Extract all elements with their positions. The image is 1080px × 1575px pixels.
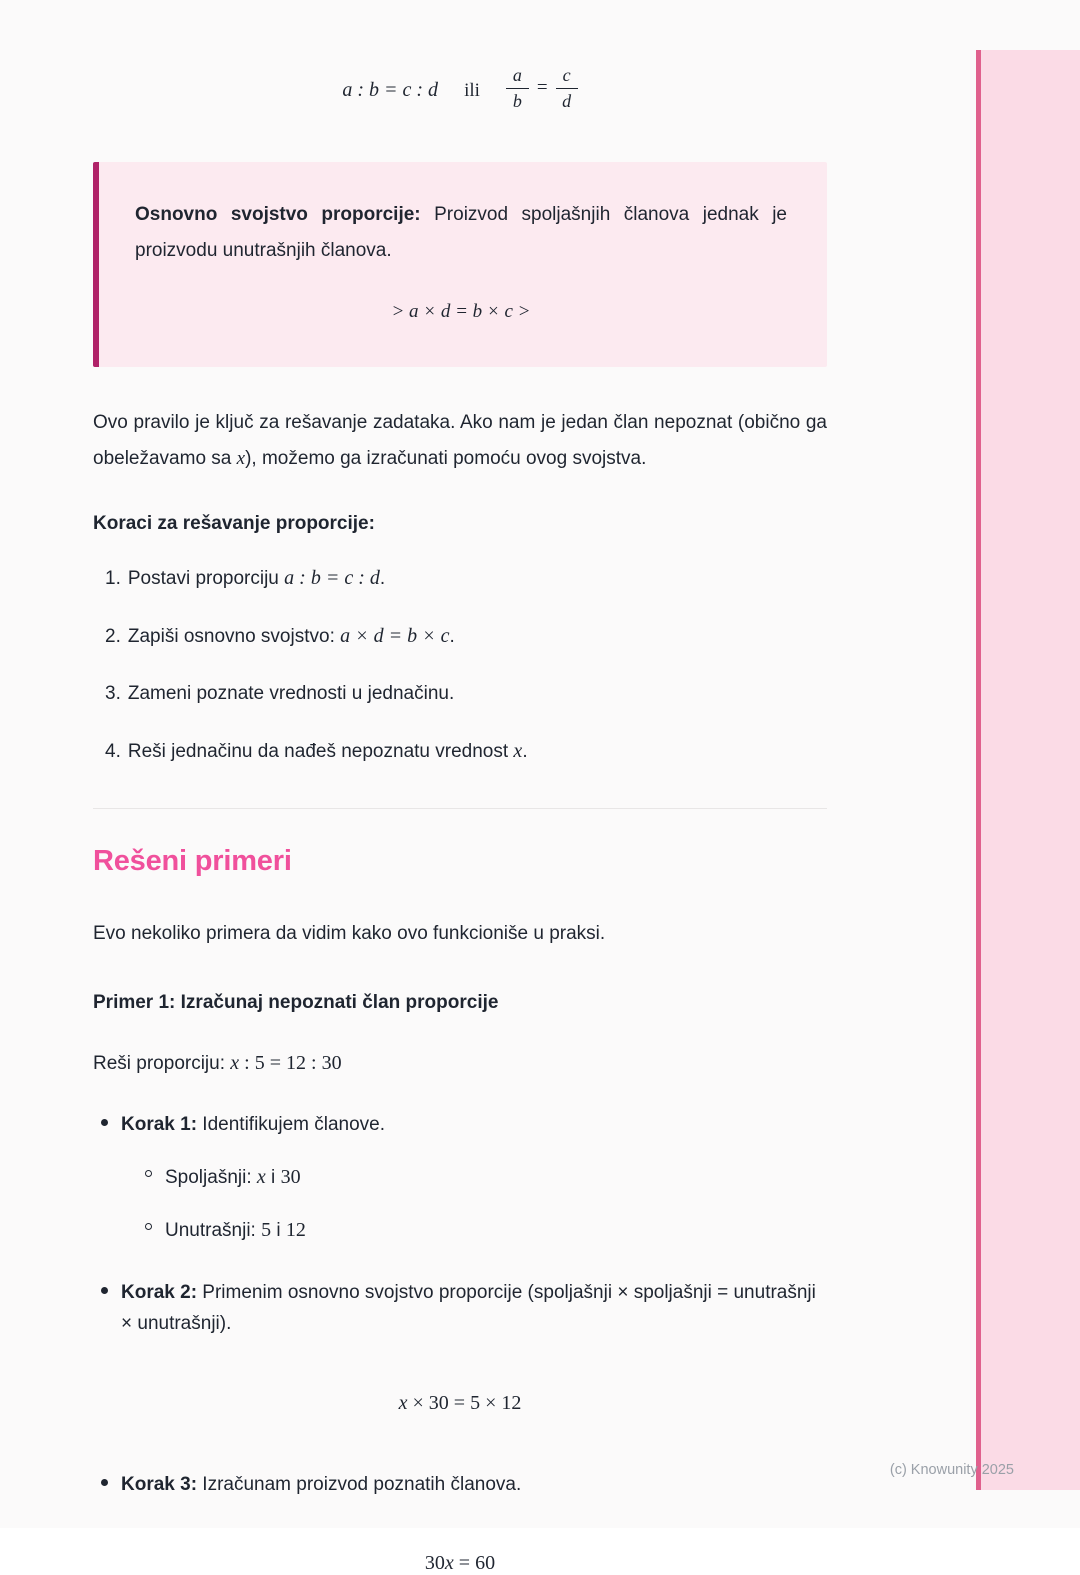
bullet-icon xyxy=(101,1119,108,1126)
sub2-mid: i xyxy=(271,1219,286,1241)
steps-heading: Koraci za rešavanje proporcije: xyxy=(93,513,375,535)
callout-text xyxy=(135,197,787,269)
sub1-var: x xyxy=(256,1165,266,1188)
steps-list xyxy=(93,563,827,766)
page-edge-strip xyxy=(976,50,1080,1490)
step-number: 2. xyxy=(105,625,121,647)
fraction-c-d xyxy=(556,65,578,111)
korak3-label: Korak 3: xyxy=(121,1473,198,1495)
step-number: 3. xyxy=(105,683,121,705)
document-content xyxy=(93,0,827,1575)
callout-title: Osnovno svojstvo proporcije: xyxy=(135,204,421,225)
korak3-item xyxy=(93,1469,827,1500)
korak2-text: Primenim osnovno svojstvo proporcije (spoljašnji × spoljašnji = unutrašnji × unutrašnji). xyxy=(121,1281,816,1335)
korak1-body xyxy=(121,1109,827,1246)
eq1-rest: × 30 = 5 × 12 xyxy=(407,1391,522,1414)
sub2-pre: Unutrašnji: xyxy=(165,1219,262,1241)
korak1-sub1 xyxy=(121,1161,827,1194)
step-text-post: . xyxy=(449,625,455,647)
korak1-sub1-text xyxy=(165,1161,301,1194)
step-math: a × d = b × c xyxy=(340,624,450,647)
sub-bullet-icon xyxy=(145,1170,152,1177)
step-item-1 xyxy=(105,563,827,594)
proportion-formula xyxy=(93,64,827,116)
footer-credit: (c) Knowunity 2025 xyxy=(889,1462,1014,1478)
eq2-rest: = 60 xyxy=(453,1551,496,1574)
fraction-denominator: b xyxy=(512,90,522,111)
step-math: a : b = c : d xyxy=(284,567,380,590)
eq2-num: 30 xyxy=(424,1551,445,1574)
section-divider xyxy=(93,808,827,809)
eq1-var: x xyxy=(398,1391,408,1414)
step-text-post: . xyxy=(522,740,528,762)
bullet-icon xyxy=(101,1287,108,1294)
primer1-task xyxy=(93,1052,827,1075)
step-math: x xyxy=(513,739,523,762)
korak1-sub2 xyxy=(121,1214,827,1247)
korak3-text: Izračunam proizvod poznatih članova. xyxy=(197,1473,522,1495)
korak1-text: Identifikujem članove. xyxy=(197,1114,386,1136)
step-number: 1. xyxy=(105,568,121,590)
equation-30x-60 xyxy=(93,1552,827,1575)
fraction-denominator: d xyxy=(562,90,572,111)
step-item-3 xyxy=(105,678,827,709)
equation-x30-512 xyxy=(93,1392,827,1415)
intro-text-1: Ovo pravilo je ključ za rešavanje zadataka. Ako nam je jedan član nepoznat (obično ga obeležavamo sa xyxy=(93,412,827,470)
task-text: Reši proporciju: xyxy=(93,1053,231,1075)
korak1-sub2-text xyxy=(165,1214,306,1247)
sub1-num: 30 xyxy=(280,1165,301,1188)
task-var: x xyxy=(230,1052,240,1075)
korak1-item xyxy=(93,1109,827,1246)
sub1-pre: Spoljašnji: xyxy=(165,1166,257,1188)
section-title-reseni-primeri: Rešeni primeri xyxy=(93,845,292,878)
sub2-num2: 12 xyxy=(285,1218,306,1241)
step-item-2 xyxy=(105,621,827,652)
fraction-numerator: c xyxy=(556,65,578,89)
korak2-body xyxy=(121,1277,827,1340)
korak1-label: Korak 1: xyxy=(121,1114,198,1136)
bullet-icon xyxy=(101,1479,108,1486)
callout-formula: > a × d = b × c > xyxy=(391,301,531,323)
callout-body: Proizvod spoljašnjih članova jednak je proizvodu unutrašnjih članova. xyxy=(135,204,787,262)
formula-connector: ili xyxy=(464,80,480,101)
proportion-expression: a : b = c : d xyxy=(342,79,439,101)
fraction-a-b xyxy=(506,65,529,111)
korak2-label: Korak 2: xyxy=(121,1281,198,1303)
step-number: 4. xyxy=(105,740,121,762)
step-text-pre: Zapiši osnovno svojstvo: xyxy=(127,625,341,647)
intro-text-2: ), možemo ga izračunati pomoću ovog svojstva. xyxy=(245,448,647,470)
korak3-body xyxy=(121,1469,827,1500)
intro-paragraph xyxy=(93,405,827,477)
step-text-post: . xyxy=(379,568,386,590)
task-expression: : 5 = 12 : 30 xyxy=(239,1052,342,1075)
korak2-item xyxy=(93,1277,827,1340)
examples-intro: Evo nekoliko primera da vidim kako ovo funkcioniše u praksi. xyxy=(93,923,606,945)
intro-math-x: x xyxy=(236,448,246,470)
step-item-4 xyxy=(105,736,827,767)
sub2-num1: 5 xyxy=(261,1218,272,1241)
step-text-pre: Reši jednačinu da nađeš nepoznatu vrednost xyxy=(127,740,514,762)
sub-bullet-icon xyxy=(145,1223,152,1230)
sub1-mid: i xyxy=(265,1166,281,1188)
fraction-numerator: a xyxy=(506,65,529,89)
callout-osnovno-svojstvo xyxy=(93,162,827,367)
eq2-var: x xyxy=(444,1551,454,1574)
primer1-title: Primer 1: Izračunaj nepoznati član proporcije xyxy=(93,992,499,1014)
step-text-pre: Postavi proporciju xyxy=(127,568,285,590)
fraction-equals: = xyxy=(536,77,548,99)
step-text-pre: Zameni poznate vrednosti u jednačinu. xyxy=(127,683,455,705)
